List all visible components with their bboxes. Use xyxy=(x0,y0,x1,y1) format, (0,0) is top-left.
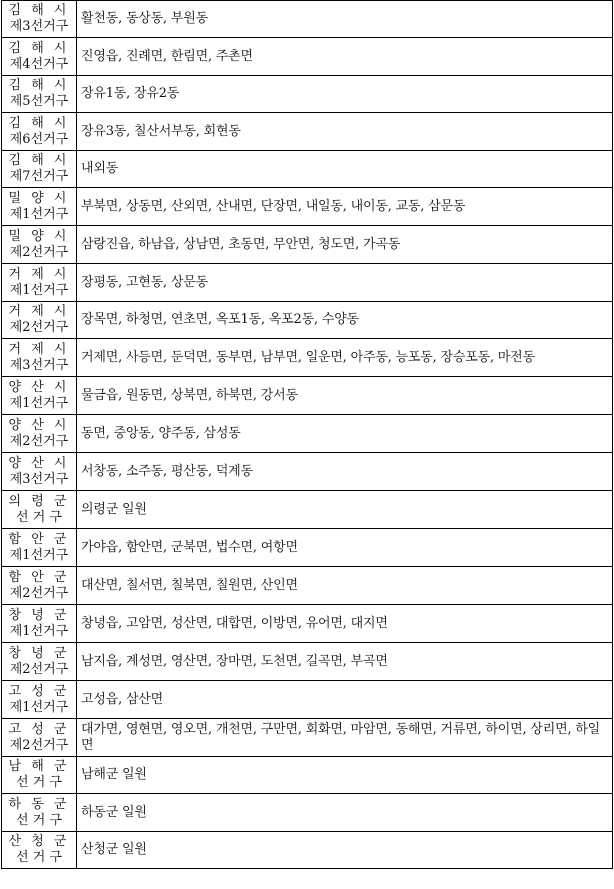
district-name-cell xyxy=(2,491,77,529)
city-name: 함 안 군 xyxy=(8,531,70,547)
district-name-cell xyxy=(2,605,77,643)
district-areas-cell: 산청군 일원 xyxy=(77,832,613,869)
district-areas-cell: 하동군 일원 xyxy=(77,794,613,832)
district-name-cell xyxy=(2,1,77,38)
district-row xyxy=(2,76,613,113)
city-name: 양 산 시 xyxy=(8,455,70,471)
district-areas-cell: 고성읍, 삼산면 xyxy=(77,681,613,719)
city-name: 남 해 군 xyxy=(8,759,70,774)
constituency-label: 제7선거구 xyxy=(9,169,69,184)
district-name-cell xyxy=(2,719,77,757)
constituency-label: 선 거 구 xyxy=(16,812,62,828)
district-areas-cell: 삼랑진읍, 하남읍, 상남면, 초동면, 무안면, 청도면, 가곡동 xyxy=(77,226,613,264)
district-row xyxy=(2,605,613,643)
district-name-cell xyxy=(2,339,77,377)
constituency-label: 제2선거구 xyxy=(9,320,69,335)
district-areas-cell: 활천동, 동상동, 부원동 xyxy=(77,1,613,38)
city-name: 김 해 시 xyxy=(8,115,70,131)
city-name: 김 해 시 xyxy=(8,40,70,56)
constituency-label: 제3선거구 xyxy=(9,357,69,373)
district-row xyxy=(2,567,613,605)
district-name-cell xyxy=(2,264,77,302)
district-row xyxy=(2,188,613,226)
city-name: 창 녕 군 xyxy=(8,607,70,623)
constituency-label: 제2선거구 xyxy=(9,244,69,260)
constituency-label: 제2선거구 xyxy=(9,661,69,677)
district-name-cell xyxy=(2,113,77,151)
constituency-label: 제1선거구 xyxy=(9,282,69,298)
city-name: 거 제 시 xyxy=(8,304,70,319)
district-row xyxy=(2,151,613,188)
city-name: 김 해 시 xyxy=(8,153,70,168)
district-row xyxy=(2,226,613,264)
district-areas-cell: 장유1동, 장유2동 xyxy=(77,76,613,113)
district-name-cell xyxy=(2,76,77,113)
city-name: 밀 양 시 xyxy=(8,190,70,206)
district-name-cell xyxy=(2,302,77,339)
district-areas-cell: 장유3동, 칠산서부동, 회현동 xyxy=(77,113,613,151)
district-areas-cell: 가야읍, 함안면, 군북면, 법수면, 여항면 xyxy=(77,529,613,567)
district-name-cell xyxy=(2,643,77,681)
district-row xyxy=(2,453,613,491)
district-areas-cell: 진영읍, 진례면, 한림면, 주촌면 xyxy=(77,38,613,76)
constituency-label: 제1선거구 xyxy=(9,547,69,563)
district-areas-cell: 장평동, 고현동, 상문동 xyxy=(77,264,613,302)
constituency-label: 제1선거구 xyxy=(9,699,69,715)
district-row xyxy=(2,1,613,38)
district-row xyxy=(2,302,613,339)
district-row xyxy=(2,757,613,794)
constituency-label: 제4선거구 xyxy=(9,56,69,72)
city-name: 함 안 군 xyxy=(8,569,70,585)
district-row xyxy=(2,113,613,151)
district-areas-cell: 내외동 xyxy=(77,151,613,188)
city-name: 김 해 시 xyxy=(8,78,70,93)
district-row xyxy=(2,681,613,719)
district-row xyxy=(2,719,613,757)
constituency-label: 제3선거구 xyxy=(9,19,69,34)
district-name-cell xyxy=(2,415,77,453)
district-areas-cell: 대산면, 칠서면, 칠북면, 칠원면, 산인면 xyxy=(77,567,613,605)
district-name-cell xyxy=(2,832,77,869)
constituency-label: 제2선거구 xyxy=(9,585,69,601)
district-areas-cell: 남해군 일원 xyxy=(77,757,613,794)
district-name-cell xyxy=(2,226,77,264)
district-areas-cell: 부북면, 상동면, 산외면, 산내면, 단장면, 내일동, 내이동, 교동, 삼문동 xyxy=(77,188,613,226)
constituency-label: 제5선거구 xyxy=(9,94,69,109)
district-row xyxy=(2,377,613,415)
city-name: 하 동 군 xyxy=(8,796,70,812)
district-areas-cell: 거제면, 사등면, 둔덕면, 동부면, 남부면, 일운면, 아주동, 능포동, 장승포동, 마전동 xyxy=(77,339,613,377)
district-table xyxy=(1,0,613,869)
district-name-cell xyxy=(2,188,77,226)
district-row xyxy=(2,415,613,453)
constituency-label: 제1선거구 xyxy=(9,623,69,639)
city-name: 거 제 시 xyxy=(8,266,70,282)
district-name-cell xyxy=(2,567,77,605)
constituency-label: 제2선거구 xyxy=(9,433,69,449)
district-areas-cell: 물금읍, 원동면, 상북면, 하북면, 강서동 xyxy=(77,377,613,415)
district-areas-cell: 대가면, 영현면, 영오면, 개천면, 구만면, 회화면, 마암면, 동해면, 거류면, 하이면, 상리면, 하일면 xyxy=(77,719,613,757)
constituency-label: 제1선거구 xyxy=(9,206,69,222)
constituency-label: 제6선거구 xyxy=(9,131,69,147)
city-name: 양 산 시 xyxy=(8,417,70,433)
district-areas-cell: 의령군 일원 xyxy=(77,491,613,529)
constituency-label: 제1선거구 xyxy=(9,395,69,411)
district-name-cell xyxy=(2,453,77,491)
constituency-label: 선 거 구 xyxy=(16,509,62,525)
district-row xyxy=(2,264,613,302)
constituency-label: 제2선거구 xyxy=(9,737,69,753)
constituency-label: 제3선거구 xyxy=(9,471,69,487)
district-areas-cell: 남지읍, 계성면, 영산면, 장마면, 도천면, 길곡면, 부곡면 xyxy=(77,643,613,681)
district-areas-cell: 창녕읍, 고암면, 성산면, 대합면, 이방면, 유어면, 대지면 xyxy=(77,605,613,643)
district-row xyxy=(2,832,613,869)
district-areas-cell: 장목면, 하청면, 연초면, 옥포1동, 옥포2동, 수양동 xyxy=(77,302,613,339)
district-name-cell xyxy=(2,529,77,567)
city-name: 산 청 군 xyxy=(8,834,70,849)
district-name-cell xyxy=(2,681,77,719)
district-areas-cell: 서창동, 소주동, 평산동, 덕계동 xyxy=(77,453,613,491)
district-name-cell xyxy=(2,377,77,415)
district-row xyxy=(2,38,613,76)
city-name: 양 산 시 xyxy=(8,379,70,395)
city-name: 의 령 군 xyxy=(8,493,70,509)
district-row xyxy=(2,339,613,377)
district-name-cell xyxy=(2,151,77,188)
district-name-cell xyxy=(2,757,77,794)
district-row xyxy=(2,491,613,529)
city-name: 김 해 시 xyxy=(8,3,70,18)
city-name: 밀 양 시 xyxy=(8,228,70,244)
city-name: 창 녕 군 xyxy=(8,645,70,661)
city-name: 고 성 군 xyxy=(8,683,70,699)
district-name-cell xyxy=(2,794,77,832)
district-row xyxy=(2,529,613,567)
district-table-body xyxy=(2,1,613,869)
city-name: 거 제 시 xyxy=(8,341,70,357)
city-name: 고 성 군 xyxy=(8,721,70,737)
district-row xyxy=(2,643,613,681)
constituency-label: 선 거 구 xyxy=(16,775,62,790)
constituency-label: 선 거 구 xyxy=(16,850,62,865)
district-name-cell xyxy=(2,38,77,76)
district-row xyxy=(2,794,613,832)
district-areas-cell: 동면, 중앙동, 양주동, 삼성동 xyxy=(77,415,613,453)
